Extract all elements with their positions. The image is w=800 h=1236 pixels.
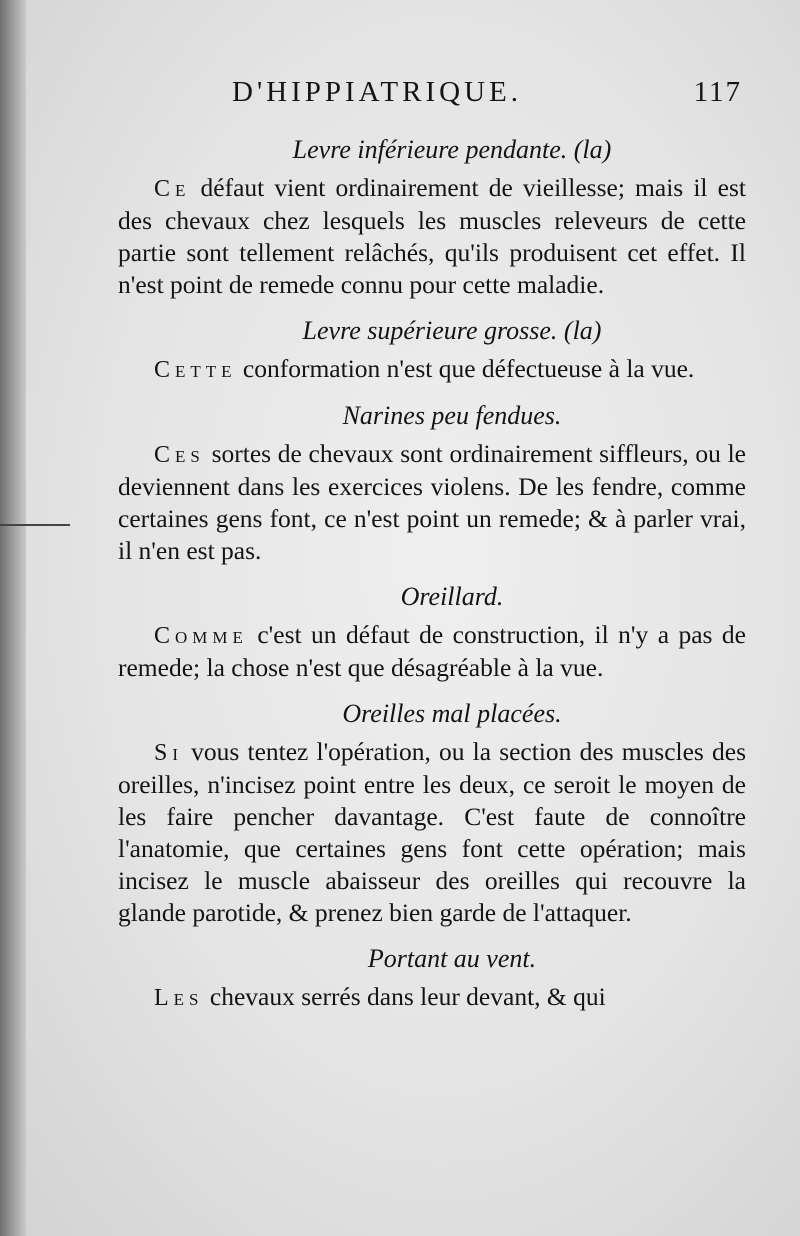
section-title: Portant au vent.: [367, 944, 537, 973]
paragraph: [118, 619, 746, 684]
paragraph-text: sortes de chevaux sont ordinairement siffleurs, ou le deviennent dans les exercices violens. De les fendre, comme certaines gens font, ce n'est point un remede; & à parler vrai, il n'en est pas.: [118, 439, 746, 565]
section-title: Narines peu fendues.: [342, 401, 562, 430]
paragraph: [118, 172, 746, 301]
page-number: 117: [693, 76, 742, 108]
running-head: [232, 76, 742, 120]
paragraph-lead: Cette: [154, 357, 237, 383]
paragraph: [118, 353, 746, 386]
section-title: Levre inférieure pendante. (la): [292, 135, 612, 164]
paragraph-lead: Comme: [154, 623, 248, 649]
paragraph-lead: Les: [154, 985, 204, 1011]
paragraph-lead: Ces: [154, 442, 205, 468]
running-title: D'HIPPIATRIQUE.: [232, 76, 522, 108]
paragraph: [118, 981, 746, 1014]
paragraph-text: c'est un défaut de construction, il n'y a pas de remede; la chose n'est que désagréable à la vue.: [118, 620, 746, 682]
paragraph-lead: Si: [154, 740, 184, 766]
section-title: Levre supérieure grosse. (la): [302, 316, 602, 345]
paragraph-text: vous tentez l'opération, ou la section des muscles des oreilles, n'incisez point entre les deux, ce seroit le moyen de les faire pencher davantage. C'est faute de connoître l'anatomie, que certaines gens font cette opération; mais incisez le muscle abaisseur des oreilles qui recouvre la glande parotide, & prenez bien garde de l'attaquer.: [118, 737, 746, 927]
paragraph: [118, 736, 746, 929]
section-title: Oreillard.: [400, 582, 504, 611]
paragraph-text: défaut vient ordinairement de vieillesse; mais il est des chevaux chez lesquels les muscles releveurs de cette partie sont tellement relâchés, qu'ils produisent cet effet. Il n'est point de remede connu pour cette maladie.: [118, 173, 746, 299]
paragraph-lead: Ce: [154, 176, 191, 202]
page-gutter: [0, 0, 26, 1236]
paragraph-text: conformation n'est que défectueuse à la vue.: [236, 354, 695, 383]
text-block: [118, 128, 746, 1022]
gutter-mark: [0, 524, 70, 526]
paragraph-text: chevaux serrés dans leur devant, & qui: [203, 982, 606, 1011]
paragraph: [118, 438, 746, 567]
section-title: Oreilles mal placées.: [342, 699, 562, 728]
